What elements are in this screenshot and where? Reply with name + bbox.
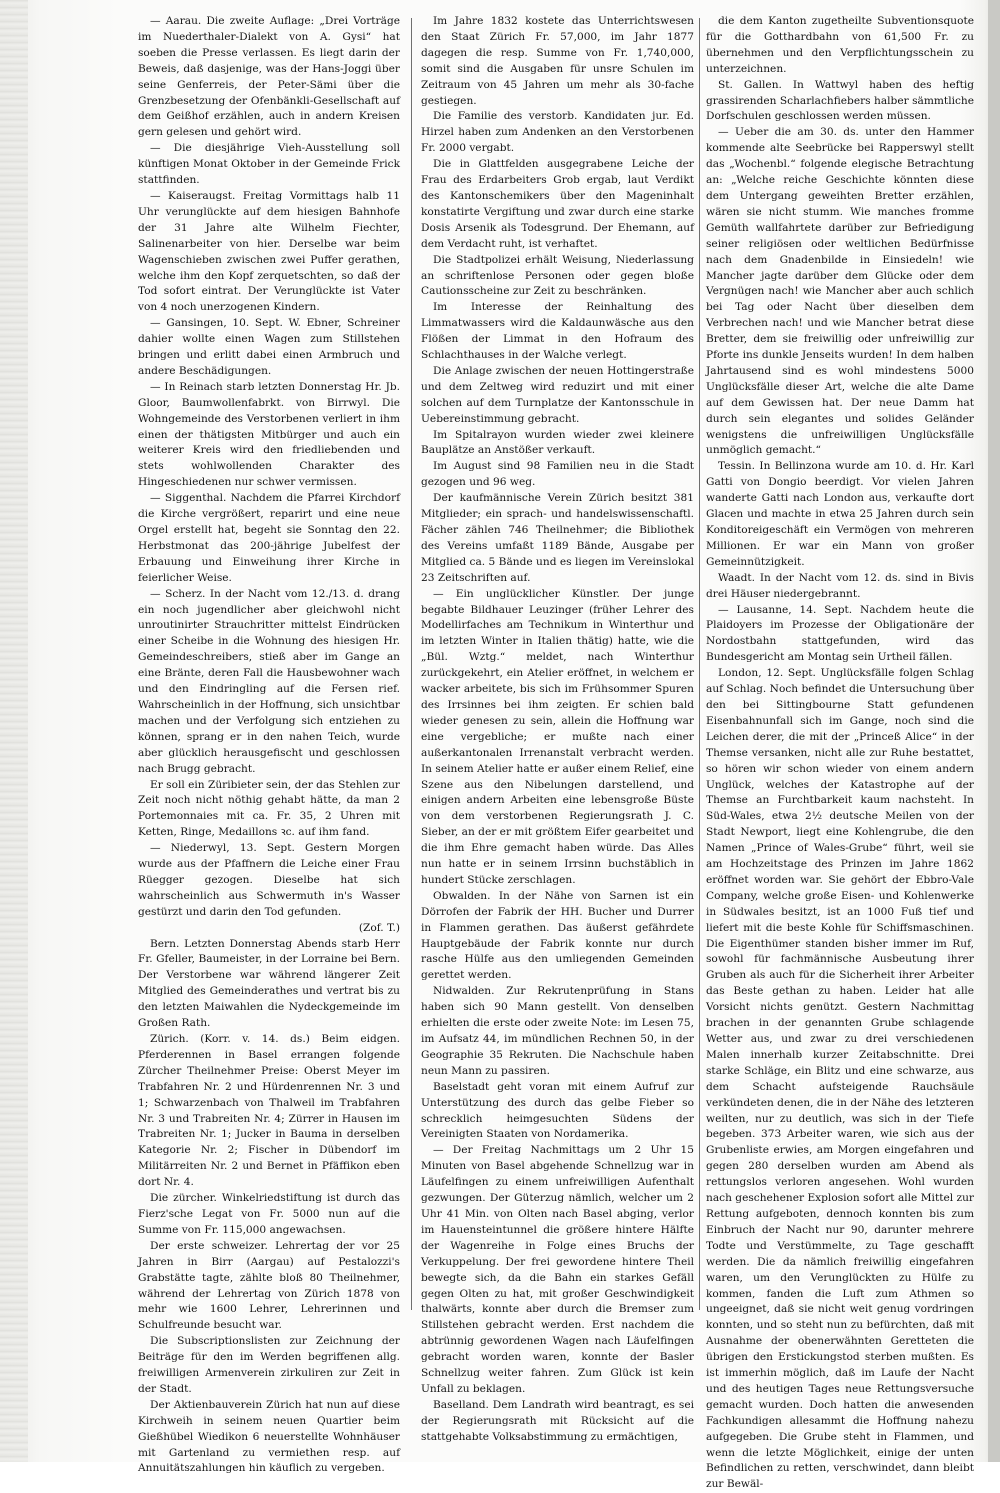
article-london: London, 12. Sept. Unglücksfälle folgen Schlag auf Schlag. Noch befindet die Untersuchung über den bei Sittingbourne Statt gefundenen Eisenbahnunfall sich im Gange, noch sind die Leichen derer, die mit der „Princeß Alice“ in der Themse versanken, nicht alle zur Ruhe bestattet, so hören wir schon wieder von einem andern Unglück, welches der Katastrophe auf der Themse an Furchtbarkeit kaum nachsteht. In Süd-Wales, etwa 2½ deutsche Meilen von der Stadt Newport, liegt eine Kohlengrube, die den Namen „Prince of Wales-Grube“ führt, weil sie am Hochzeitstage des Prinzen im Jahre 1862 eröffnet worden war. Sie gehört der Ebbro-Vale Company, welche große Eisen- und Kohlenwerke in Südwales besitzt, ist an 1000 Fuß tief und liefert mit die beste Kohle für Schiffsmaschinen. Die Eigenthümer standen bisher immer im Ruf, sowohl für fachmännische Ausbeutung ihrer Gruben als auch für die Sicherheit ihrer Arbeiter das Beste gethan zu haben. Leider hat alle Vorsicht nichts genützt. Gestern Nachmittag brachen in der genannten Grube schlagende Wetter aus, und zwar zu drei verschiedenen Malen innerhalb kurzer Zeitabschnitte. Drei starke Schläge, ein Blitz und eine schwarze, aus dem Schacht aufsteigende Rauchsäule verkündeten denen, die in der Nähe des letzteren weilten, nur zu deutlich, was sich in der Tiefe begeben. 373 Arbeiter waren, wie sich aus der Grubenliste erwies, am Morgen eingefahren und gegen 280 derselben wurden am Abend als rettungslos verloren angesehen. Wohl wurden nach geschehener Explosion sofort alle Mittel zur Rettung aufgeboten, dennoch konnten bis zum Einbruch der Nacht nur 90, darunter mehrere Todte und Verstümmelte, zu Tage geschafft werden. Die da nämlich freiwillig eingefahren waren, um den Verunglückten zu Hülfe zu kommen, fanden die Luft zum Athmen so ungeeignet, daß sie nicht weit genug vordringen konnten, und so steht nun zu befürchten, daß mit Ausnahme der obenerwähnten Geretteten die übrigen den Erstickungstod sterben mußten. Es ist immerhin möglich, daß im Laufe der Nacht und des heutigen Tages neue Rettungsversuche gemacht wurden. Doch hatten die anwesenden Fachkundigen allesammt die Hoffnung nahezu aufgegeben. Die Grube steht in Flammen, und wenn die letzte Möglichkeit, einige der unten Befindlichen zu retten, verschwindet, dann bleibt zur Bewäl- <box>706 667 974 1491</box>
article-aktienbauverein: Der Aktienbauverein Zürich hat nun auf diese Kirchweih in seinem neuen Quartier beim Gießhübel Wiedikon 6 neuerstellte Wohnhäuser mit Gartenland zu vermiethen resp. auf Annuitätszahlungen hin käuflich zu vergeben. <box>138 1398 400 1475</box>
column-rule-1 <box>411 18 412 1310</box>
article-st-gallen: St. Gallen. In Wattwyl haben des heftig grassirenden Scharlachfiebers halber sämmtliche Dorfschulen geschlossen werden müssen. <box>706 78 974 123</box>
article-scherz: — Scherz. In der Nacht vom 12./13. d. drang ein noch jugendlicher aber gleichwohl nicht unroutinirter Strauchritter mittelst Eindrücken einer Scheibe in die Wohnung des hiesigen Hr. Gemeindeschreibers, stieß aber im Gange an eine Bränte, deren Fall die Hausbewohner wach und den Eindringling auf die Fersen rief. Wahrscheinlich in der Hoffnung, sich unsichtbar machen und der Verfolgung sich entziehen zu können, sprang er in den nahen Teich, wurde aber glücklich herausgefischt und geschlossen nach Brugg gebracht. <box>138 587 400 775</box>
column-1 <box>138 14 400 1475</box>
article-baselstadt: Baselstadt geht voran mit einem Aufruf zur Unterstützung des durch das gelbe Fieber so schrecklich heimgesuchten Südens der Vereinigten Staaten von Nordamerika. <box>421 1080 694 1141</box>
article-niederwyl: — Niederwyl, 13. Sept. Gestern Morgen wurde aus der Pfaffnern die Leiche einer Frau Rüegger gezogen. Dieselbe hat sich wahrscheinlich aus Schwermuth in's Wasser gestürzt und darin den Tod gefunden. <box>138 842 400 918</box>
column-3 <box>706 14 974 1491</box>
article-waadt: Waadt. In der Nacht vom 12. ds. sind in Bivis drei Häuser niedergebrannt. <box>706 571 974 600</box>
article-baselland-cont: die dem Kanton zugetheilte Subventionsquote für die Gotthardbahn von 61,500 Fr. zu übernehmen und den Verpflichtungsschein zu unterzeichnen. <box>706 15 974 75</box>
article-hirzel: Die Familie des verstorb. Kandidaten jur. Ed. Hirzel haben zum Andenken an den Verstorbenen Fr. 2000 vergabt. <box>421 110 694 155</box>
article-source-zof: (Zof. T.) <box>358 921 400 934</box>
article-vieh-ausstellung: — Die diesjährige Vieh-Ausstellung soll künftigen Monat Oktober in der Gemeinde Frick stattfinden. <box>138 142 400 187</box>
article-kaufmaennischer-verein: Der kaufmännische Verein Zürich besitzt 381 Mitglieder; ein sprach- und handelswissenschaftl. Fächer zählen 746 Theilnehmer; die Bibliothek des Vereins umfaßt 1189 Bände, Ausgabe per Mitglied ca. 5 Bände und es liegen im Vereinslokal 23 Zeitschriften auf. <box>421 492 694 584</box>
article-obwalden: Obwalden. In der Nähe von Sarnen ist ein Dörrofen der Fabrik der HH. Bucher und Durrer in Flammen gerathen. Das äußerst gefährdete Hauptgebäude der Fabrik konnte nur durch rasche Hülfe aus den umliegenden Gemeinden gerettet werden. <box>421 889 694 982</box>
scan-right-edge <box>988 0 1000 1462</box>
article-august-familien: Im August sind 98 Familien neu in die Stadt gezogen und 96 weg. <box>421 460 694 489</box>
article-unterrichtswesen: Im Jahre 1832 kostete das Unterrichtswesen den Staat Zürich Fr. 57,000, im Jahr 1877 dagegen die resp. Summe von Fr. 1,740,000, somit sind die Ausgaben für unsre Schulen im Zeitraum von 45 Jahren um mehr als 30-fache gestiegen. <box>421 15 694 107</box>
article-subscriptionslisten: Die Subscriptionslisten zur Zeichnung der Beiträge für den im Werden begriffenen allg. freiwilligen Armenverein zirkuliren zur Zeit in der Stadt. <box>138 1335 400 1395</box>
article-glattfelden: Die in Glattfelden ausgegrabene Leiche der Frau des Erdarbeiters Grob ergab, laut Verdikt des Kantonschemikers über den Mageninhalt konstatirte Vergiftung und zwar durch eine starke Dosis Arsenik als Todesgrund. Der Ehemann, auf dem Verdacht ruht, ist verhaftet. <box>421 158 694 250</box>
article-tessin: Tessin. In Bellinzona wurde am 10. d. Hr. Karl Gatti von Dongio beerdigt. Vor vielen Jahren wanderte Gatti nach London aus, verkaufte dort Glacen und machte in etwa 25 Jahren durch sein Konditoreigeschäft ein Vermögen von mehreren Millionen. Er war ein Mann von großer Gemeinnützigkeit. <box>706 460 974 568</box>
article-lehrertag: Der erste schweizer. Lehrertag der vor 25 Jahren in Birr (Aargau) auf Pestalozzi's Grabstätte tagte, zählte bloß 80 Theilnehmer, während der Lehrertag von Zürich 1878 von mehr wie 1600 Lehrer, Lehrerinnen und Schulfreunde besucht war. <box>138 1239 400 1332</box>
article-hottingerstrasse: Die Anlage zwischen der neuen Hottingerstraße und dem Zeltweg wird reduzirt und mit einer solchen auf dem Turnplatze der Kantonsschule in Uebereinstimmung gebracht. <box>421 364 694 425</box>
article-winkelriedstiftung: Die zürcher. Winkelriedstiftung ist durch das Fierz'sche Legat von Fr. 5000 nun auf die Summe von Fr. 115,000 angewachsen. <box>138 1192 400 1236</box>
column-rule-2 <box>699 18 700 1310</box>
article-nidwalden: Nidwalden. Zur Rekrutenprüfung in Stans haben sich 90 Mann gestellt. Von denselben erhielten die erste oder zweite Note: im Lesen 75, im Aufsatz 44, im mündlichen Rechnen 50, in der Geographie 35 Rekruten. Die Nachschule haben neun Mann zu passiren. <box>421 985 694 1077</box>
article-spitalrayon: Im Spitalrayon wurden wieder zwei kleinere Bauplätze an Anstößer verkauft. <box>421 428 694 457</box>
article-reinach: — In Reinach starb letzten Donnerstag Hr. Jb. Gloor, Baumwollenfabrkt. von Birrwyl. Die Wohngemeinde des Verstorbenen verliert in ihm einen der thätigsten Mitbürger und auch ein weiterer Kreis wird den friedliebenden und stets wohlwollenden Charakter des Hingeschiedenen nur schwer vermissen. <box>138 380 400 489</box>
article-lausanne: — Lausanne, 14. Sept. Nachdem heute die Plaidoyers im Prozesse der Obligationäre der Nordostbahn stattgefunden, wird das Bundesgericht am Montag sein Urtheil fällen. <box>706 603 974 664</box>
article-kaiseraugst: — Kaiseraugst. Freitag Vormittags halb 11 Uhr verunglückte auf dem hiesigen Bahnhofe der 31 Jahre alte Wilhelm Fiechter, Salinenarbeiter von hier. Derselbe war beim Wagenschieben zwischen zwei Puffer gerathen, welche ihm den Kopf zerquetschten, so daß der Tod sofort eintrat. Der Verunglückte ist Vater von 4 noch unerzogenen Kindern. <box>138 189 400 314</box>
article-bern: Bern. Letzten Donnerstag Abends starb Herr Fr. Gfeller, Baumeister, in der Lorraine bei Bern. Der Verstorbene war während längerer Zeit Mitglied des Gemeinderathes und vertrat bis zu den letzten Maiwahlen die Nydeckgemeinde im Großen Rath. <box>138 937 400 1030</box>
article-schnellzug: — Der Freitag Nachmittags um 2 Uhr 15 Minuten von Basel abgehende Schnellzug war in Läufelfingen zu einem unfreiwilligen Aufenthalt gezwungen. Der Güterzug nämlich, welcher um 2 Uhr 41 Min. von Olten nach Basel abging, verlor im Hauensteintunnel die größere hintere Hälfte der Wagenreihe in Folge eines Bruchs der Verkuppelung. Der frei gewordene hintere Theil bewegte sich, da die Bahn ein starkes Gefäll gegen Olten zu hat, mit großer Geschwindigkeit thalwärts, konnte aber durch die Bremser zum Stillstehen gebracht werden. Erst nachdem die abtrünnig gewordenen Wagen nach Läufelfingen gebracht worden waren, konnte der Basler Schnellzug weiter fahren. Zum Glück ist kein Unfall zu beklagen. <box>421 1144 694 1395</box>
article-limmatwasser: Im Interesse der Reinhaltung des Limmatwassers wird die Kaldaunwäsche aus den Flößen der Limmat in den Hofraum des Schlachthauses in der Walche verlegt. <box>421 301 694 362</box>
column-2 <box>421 14 694 1443</box>
article-stadtpolizei: Die Stadtpolizei erhält Weisung, Niederlassung an schriftenlose Personen oder gegen bloße Cautionsscheine zur Zeit zu beschränken. <box>421 253 694 298</box>
scan-binding-edge <box>0 0 28 1462</box>
article-siggenthal: — Siggenthal. Nachdem die Pfarrei Kirchdorf die Kirche vergrößert, reparirt und eine neue Orgel erstellt hat, begeht sie Sonntag den 22. Herbstmonat das 200-jährige Jubelfest der Erbauung und Einweihung ihrer Kirche in feierlicher Weise. <box>138 492 400 584</box>
article-scherz-cont: Er soll ein Züribieter sein, der das Stehlen zur Zeit noch nicht nöthig gehabt hätte, da man 2 Portemonnaies mit ca. Fr. 35, 2 Uhren mit Ketten, Ringe, Medaillons ꝛc. auf ihm fand. <box>138 778 400 839</box>
article-baselland: Baselland. Dem Landrath wird beantragt, es sei der Regierungsrath mit Rücksicht auf die stattgehabte Volksabstimmung zu ermächtigen, <box>421 1398 694 1443</box>
article-gansingen: — Gansingen, 10. Sept. W. Ebner, Schreiner dahier wollte einen Wagen zum Stillstehen bringen und erlitt dabei einen Armbruch und andere Beschädigungen. <box>138 317 400 377</box>
article-kuenstler: — Ein unglücklicher Künstler. Der junge begabte Bildhauer Leuzinger (früher Lehrer des Modellirfaches am Technikum in Winterthur und im letzten Winter in Italien thätig) hatte, wie die „Bül. Wztg.“ meldet, nach Winterthur zurückgekehrt, ein Atelier eröffnet, in welchem er wacker arbeitete, bis sich im Frühsommer Spuren des Irrsinnes bei ihm zeigten. Er schien bald wieder genesen zu sein, allein die Hoffnung war eine vergebliche; er mußte nach einer außerkantonalen Irrenanstalt verbracht werden. In seinem Atelier hatte er außer einem Relief, eine Szene aus den Nibelungen darstellend, und einigen andern Arbeiten eine lebensgroße Büste von dem verstorbenen Regierungsrath J. C. Sieber, an der er mit größtem Eifer gearbeitet und die ihm Ehre gemacht haben würde. Das Alles nun hatte er in seinem Irrsinn buchstäblich in hundert Stücke zerschlagen. <box>421 587 694 886</box>
article-zuerich-pferderennen: Zürich. (Korr. v. 14. ds.) Beim eidgen. Pferderennen in Basel errangen folgende Zürcher Theilnehmer Preise: Oberst Meyer im Trabfahren Nr. 2 und Hürdenrennen Nr. 3 und 1; Schwarzenbach von Thalweil im Trabfahren Nr. 3 und Trabreiten Nr. 4; Zürrer in Hausen im Trabreiten Nr. 1; Jucker in Bauma in derselben Kategorie Nr. 2; Fischer in Dübendorf im Militärreiten Nr. 2 und Bernet in Pfäffikon eben dort Nr. 4. <box>138 1033 400 1189</box>
article-seebruecke: — Ueber die am 30. ds. unter den Hammer kommende alte Seebrücke bei Rapperswyl stellt das „Wochenbl.“ folgende elegische Betrachtung an: „Welche reiche Geschichte könnten diese dem Untergang geweihten Bretter erzählen, wären sie nicht stumm. Wie manches fromme Gemüth wallfahrtete darüber zur Befriedigung seiner religiösen oder weltlichen Bedürfnisse nach dem Gnadenbilde in Einsiedeln! wie Mancher jagte darüber dem Glücke oder dem Vergnügen nach! wie Mancher aber auch schlich bei Tag oder Nacht über dieselben dem Verbrechen nach! und wie Mancher betrat diese Bretter, dem sie freiwillig oder unfreiwillig zur Pforte ins dunkle Jenseits wurden! In dem halben Jahrtausend sind es wohl mindestens 5000 Unglücksfälle dieser Art, welche die alte Dame auf dem Gewissen hat. Der neue Damm hat durch sein elegantes und solides Geländer wenigstens die unfreiwilligen Unglücksfälle unmöglich gemacht.“ <box>706 126 974 457</box>
article-aarau: — Aarau. Die zweite Auflage: „Drei Vorträge im Nuederthaler-Dialekt von A. Gysi“ hat soeben die Presse verlassen. Es liegt darin der Beweis, daß dasjenige, was der Hans-Joggi über seine Genferreis, der Peter-Sämi über die Grenzbesetzung der Ofenbänkli-Gesellschaft auf dem Geißhof erzählen, auch in andern Kreisen gern gelesen und gehört wird. <box>138 15 400 139</box>
